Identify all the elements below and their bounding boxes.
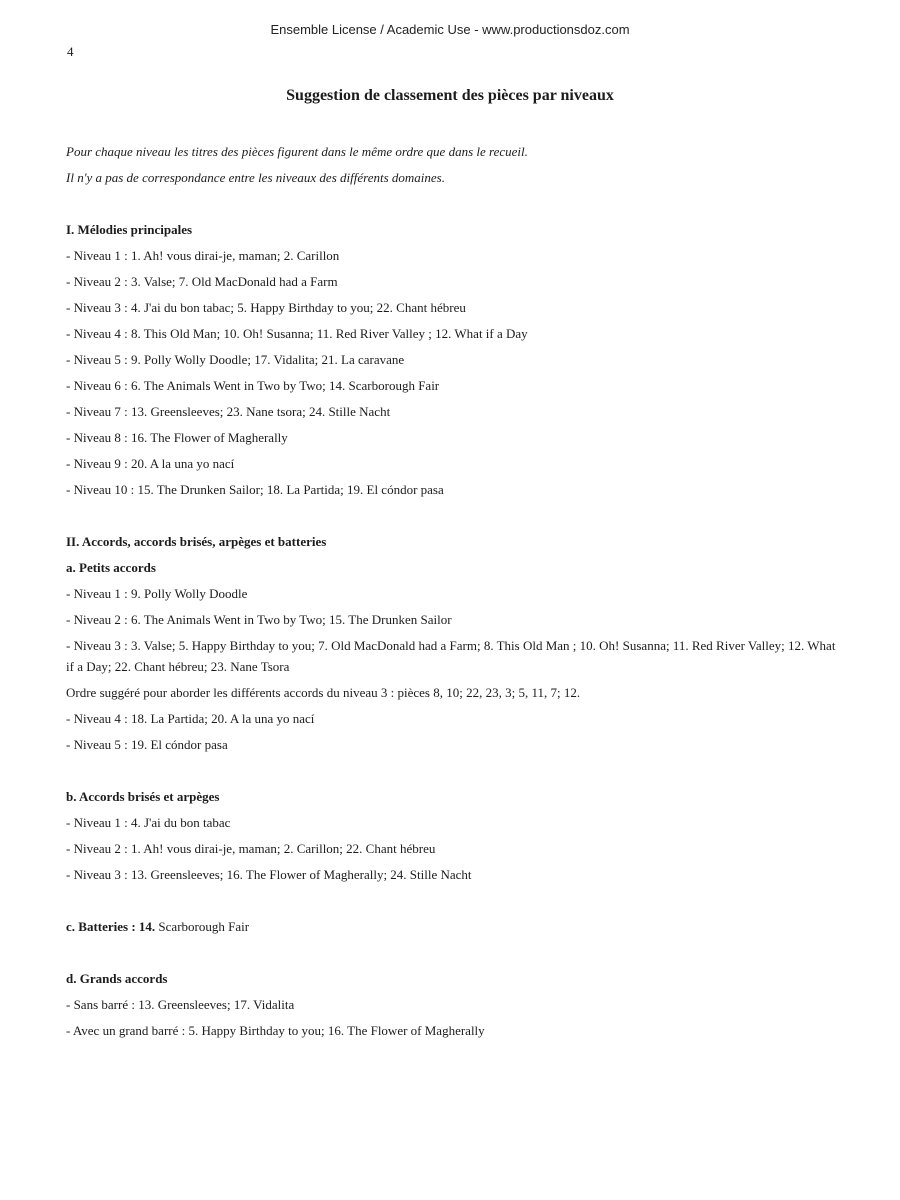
section-heading-melodies: I. Mélodies principales xyxy=(66,222,193,237)
list-item: - Niveau 5 : 9. Polly Wolly Doodle; 17. Vidalita; 21. La caravane xyxy=(66,352,405,367)
list-item: - Niveau 6 : 6. The Animals Went in Two by Two; 14. Scarborough Fair xyxy=(66,378,440,393)
list-item: - Niveau 2 : 3. Valse; 7. Old MacDonald had a Farm xyxy=(66,274,338,289)
list-item: - Niveau 8 : 16. The Flower of Magherally xyxy=(66,430,288,445)
list-item: - Niveau 4 : 18. La Partida; 20. A la una yo nací xyxy=(66,711,315,726)
suggested-order-note: Ordre suggéré pour aborder les différents accords du niveau 3 : pièces 8, 10; 22, 23, 3; 5, 11, 7; 12. xyxy=(66,685,581,700)
list-item: - Niveau 1 : 4. J'ai du bon tabac xyxy=(66,815,231,830)
batteries-piece: Scarborough Fair xyxy=(155,919,250,934)
list-item: - Niveau 1 : 9. Polly Wolly Doodle xyxy=(66,586,248,601)
document-body xyxy=(66,139,846,1044)
list-item: - Sans barré : 13. Greensleeves; 17. Vidalita xyxy=(66,997,295,1012)
list-item: - Niveau 9 : 20. A la una yo nací xyxy=(66,456,235,471)
list-item: - Niveau 3 : 3. Valse; 5. Happy Birthday to you; 7. Old MacDonald had a Farm; 8. This Old Man ; 10. Oh! Susanna; 11. Red River Valley; 12. What if a Day; 22. Chant hébreu; 23. Nane Tsora xyxy=(66,638,836,674)
list-item: - Niveau 3 : 13. Greensleeves; 16. The Flower of Magherally; 24. Stille Nacht xyxy=(66,867,472,882)
list-item: - Niveau 2 : 6. The Animals Went in Two by Two; 15. The Drunken Sailor xyxy=(66,612,452,627)
intro-line: Il n'y a pas de correspondance entre les niveaux des différents domaines. xyxy=(66,170,445,185)
list-item: - Niveau 7 : 13. Greensleeves; 23. Nane tsora; 24. Stille Nacht xyxy=(66,404,391,419)
page-title: Suggestion de classement des pièces par niveaux xyxy=(286,87,614,104)
list-item: - Niveau 4 : 8. This Old Man; 10. Oh! Susanna; 11. Red River Valley ; 12. What if a Day xyxy=(66,326,528,341)
page-number: 4 xyxy=(67,44,74,59)
list-item: - Niveau 3 : 4. J'ai du bon tabac; 5. Happy Birthday to you; 22. Chant hébreu xyxy=(66,300,466,315)
list-item: - Niveau 5 : 19. El cóndor pasa xyxy=(66,737,228,752)
intro-line: Pour chaque niveau les titres des pièces figurent dans le même ordre que dans le recueil. xyxy=(66,144,528,159)
list-item: - Niveau 10 : 15. The Drunken Sailor; 18. La Partida; 19. El cóndor pasa xyxy=(66,482,444,497)
list-item: - Niveau 2 : 1. Ah! vous dirai-je, maman; 2. Carillon; 22. Chant hébreu xyxy=(66,841,436,856)
section-heading-accords: II. Accords, accords brisés, arpèges et batteries xyxy=(66,534,327,549)
list-item: - Niveau 1 : 1. Ah! vous dirai-je, maman; 2. Carillon xyxy=(66,248,340,263)
subsection-heading-grands-accords: d. Grands accords xyxy=(66,971,168,986)
list-item: - Avec un grand barré : 5. Happy Birthday to you; 16. The Flower of Magherally xyxy=(66,1023,485,1038)
subsection-heading-batteries: c. Batteries : 14. xyxy=(66,919,156,934)
license-header: Ensemble License / Academic Use - www.productionsdoz.com xyxy=(270,22,630,37)
subsection-batteries xyxy=(66,914,846,940)
subsection-heading-accords-brises: b. Accords brisés et arpèges xyxy=(66,789,220,804)
subsection-heading-petits-accords: a. Petits accords xyxy=(66,560,156,575)
